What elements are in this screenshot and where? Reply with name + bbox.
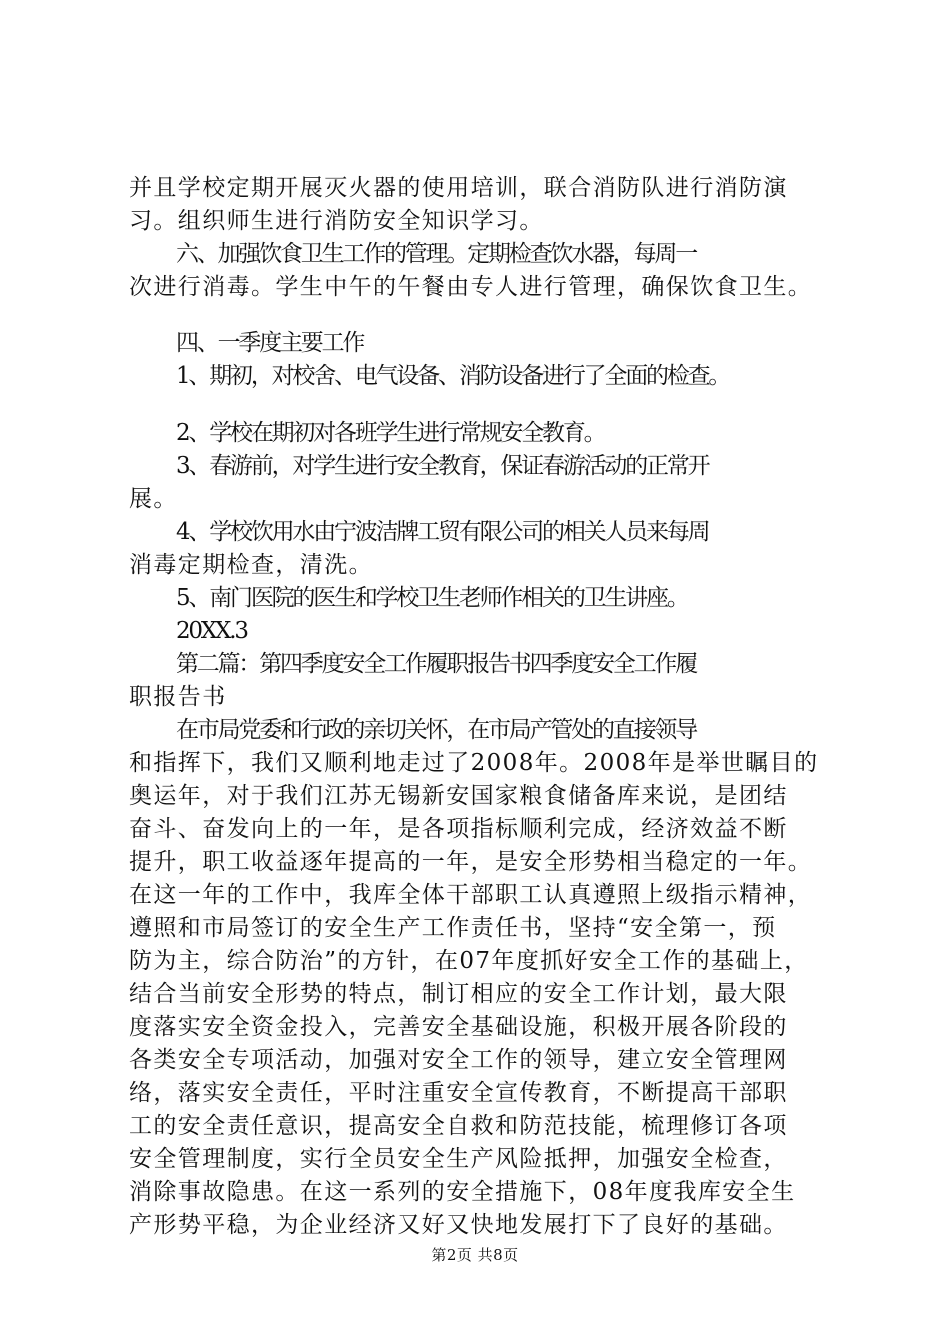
body-line: 产形势平稳，为企业经济又好又快地发展打下了良好的基础。 <box>129 1212 788 1238</box>
body-line: 六、加强饮食卫生工作的管理。定期检查饮水器，每周一 <box>176 241 697 267</box>
body-line: 提升，职工收益逐年提高的一年，是安全形势相当稳定的一年。 <box>129 849 813 875</box>
body-line: 度落实安全资金投入，完善安全基础设施，积极开展各阶段的 <box>129 1014 788 1040</box>
body-line: 奥运年，对于我们江苏无锡新安国家粮食储备库来说，是团结 <box>129 783 788 809</box>
list-item: 消毒定期检查，清洗。 <box>129 552 373 578</box>
list-item: 2、学校在期初对各班学生进行常规安全教育。 <box>176 420 605 446</box>
date-line: 20XX.3 <box>176 618 247 644</box>
body-line: 防为主，综合防治”的方针，在07年度抓好安全工作的基础上， <box>129 948 809 974</box>
body-line: 习。组织师生进行消防安全知识学习。 <box>129 208 544 234</box>
page-number: 第2页 共8页 <box>431 1246 519 1264</box>
body-line: 在这一年的工作中，我库全体干部职工认真遵照上级指示精神， <box>129 882 813 908</box>
list-item: 5、南门医院的医生和学校卫生老师作相关的卫生讲座。 <box>176 585 688 611</box>
body-line: 次进行消毒。学生中午的午餐由专人进行管理，确保饮食卫生。 <box>129 274 813 300</box>
list-item: 1、期初，对校舍、电气设备、消防设备进行了全面的检查。 <box>176 363 730 389</box>
list-item: 3、春游前，对学生进行安全教育，保证春游活动的正常开 <box>176 453 709 479</box>
body-line: 络，落实安全责任，平时注重安全宣传教育，不断提高干部职 <box>129 1080 788 1106</box>
list-item: 展。 <box>129 486 178 512</box>
chapter-title: 第二篇：第四季度安全工作履职报告书四季度安全工作履 <box>176 651 697 677</box>
body-line: 安全管理制度，实行全员安全生产风险抵押，加强安全检查， <box>129 1146 788 1172</box>
body-line: 在市局党委和行政的亲切关怀，在市局产管处的直接领导 <box>176 717 697 743</box>
body-line: 奋斗、奋发向上的一年，是各项指标顺利完成，经济效益不断 <box>129 816 788 842</box>
body-line: 工的安全责任意识，提高安全自救和防范技能，梳理修订各项 <box>129 1113 788 1139</box>
body-line: 和指挥下，我们又顺利地走过了2008年。2008年是举世瞩目的 <box>129 750 819 776</box>
chapter-title: 职报告书 <box>129 684 227 710</box>
body-line: 并且学校定期开展灭火器的使用培训，联合消防队进行消防演 <box>129 175 788 201</box>
body-line: 各类安全专项活动，加强对安全工作的领导，建立安全管理网 <box>129 1047 788 1073</box>
section-heading: 四、一季度主要工作 <box>176 330 364 356</box>
list-item: 4、学校饮用水由宁波洁牌工贸有限公司的相关人员来每周 <box>176 519 709 545</box>
body-line: 遵照和市局签订的安全生产工作责任书，坚持“安全第一，预 <box>129 915 777 941</box>
body-line: 结合当前安全形势的特点，制订相应的安全工作计划，最大限 <box>129 981 788 1007</box>
body-line: 消除事故隐患。在这一系列的安全措施下，08年度我库安全生 <box>129 1179 796 1205</box>
